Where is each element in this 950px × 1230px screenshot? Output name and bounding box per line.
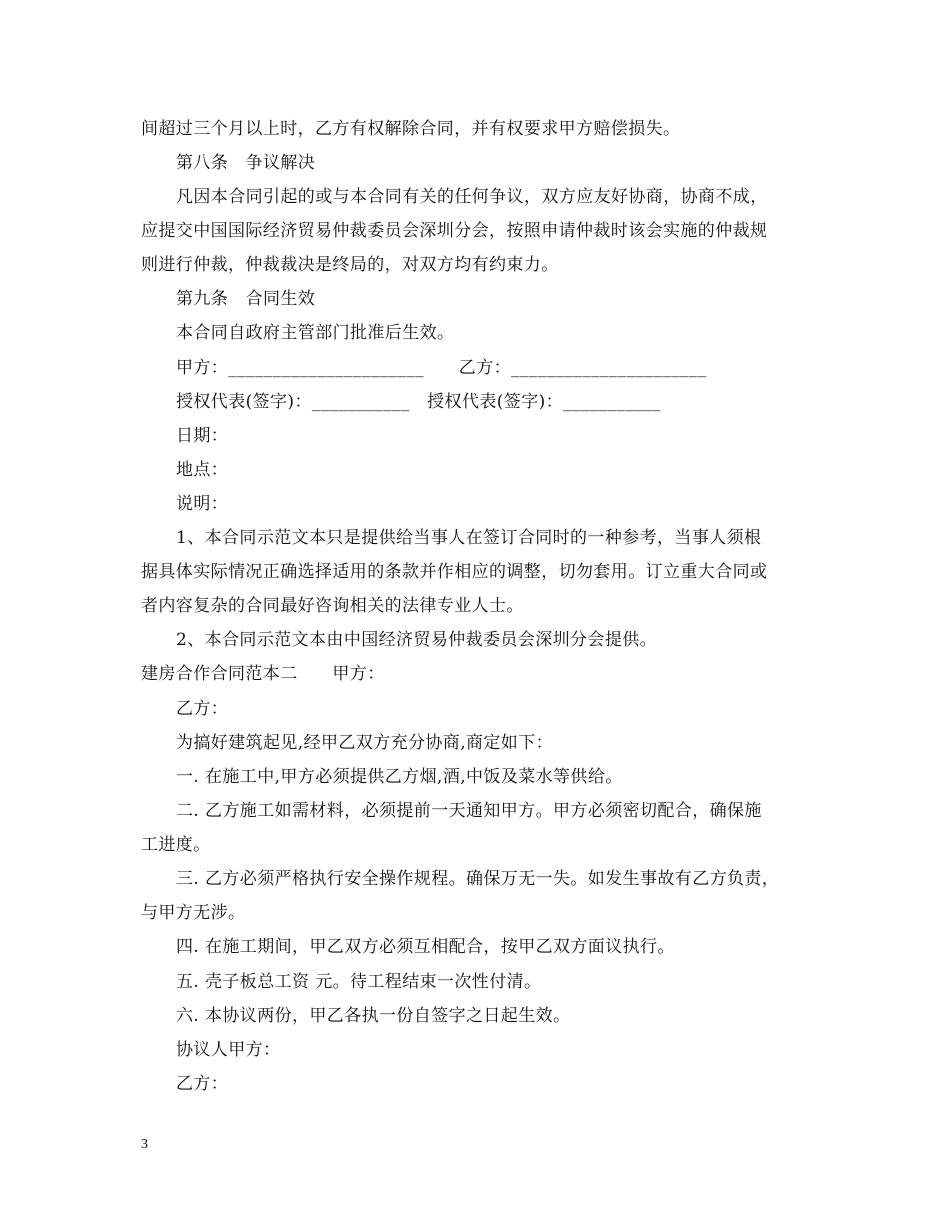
text-line: 凡因本合同引起的或与本合同有关的任何争议，双方应友好协商，协商不成，: [176, 187, 768, 207]
page-number: 3: [141, 1137, 148, 1152]
clause-line: 二. 乙方施工如需材料，必须提前一天通知甲方。甲方必须密切配合，确保施: [176, 801, 762, 821]
clause-line: 五. 壳子板总工资 元。待工程结束一次性付清。: [176, 972, 542, 992]
clause-line: 六. 本协议两份，甲乙各执一份自签字之日起生效。: [176, 1006, 571, 1026]
signature-party-line: 甲方：______________________ 乙方：______________________: [176, 358, 707, 378]
notes-heading: 说明：: [176, 494, 229, 514]
clause-line: 三. 乙方必须严格执行安全操作规程。确保万无一失。如发生事故有乙方负责，: [176, 869, 780, 889]
contract-title-line: 建房合作合同范本二 甲方：: [141, 664, 385, 684]
section-heading-9: 第九条 合同生效: [176, 289, 316, 309]
date-label: 日期：: [176, 426, 229, 446]
text-line: 应提交中国国际经济贸易仲裁委员会深圳分会，按照申请仲裁时该会实施的仲裁规: [141, 221, 768, 241]
signature-representative-line: 授权代表(签字)：___________ 授权代表(签字)：___________: [176, 392, 661, 412]
clause-line: 四. 在施工期间，甲乙双方必须互相配合，按甲乙双方面议执行。: [176, 937, 675, 957]
text-line: 2、本合同示范文本由中国经济贸易仲裁委员会深圳分会提供。: [176, 630, 658, 650]
text-line: 与甲方无涉。: [141, 903, 246, 923]
text-line: 1、本合同示范文本只是提供给当事人在签订合同时的一种参考，当事人须根: [176, 528, 762, 548]
text-line: 则进行仲裁，仲裁裁决是终局的，对双方均有约束力。: [141, 255, 559, 275]
section-heading-8: 第八条 争议解决: [176, 153, 316, 173]
text-line: 本合同自政府主管部门批准后生效。: [176, 323, 455, 343]
text-line: 据具体实际情况正确选择适用的条款并作相应的调整，切勿套用。订立重大合同或: [141, 562, 768, 582]
clause-line: 一. 在施工中,甲方必须提供乙方烟,酒,中饭及菜水等供给。: [176, 767, 623, 787]
text-line: 乙方：: [176, 699, 229, 719]
location-label: 地点：: [176, 460, 229, 480]
text-line: 间超过三个月以上时，乙方有权解除合同，并有权要求甲方赔偿损失。: [141, 119, 681, 139]
signatory-line: 协议人甲方：: [176, 1040, 281, 1060]
text-line: 工进度。: [141, 835, 211, 855]
signatory-line: 乙方：: [176, 1074, 229, 1094]
text-line: 者内容复杂的合同最好咨询相关的法律专业人士。: [141, 596, 524, 616]
text-line: 为搞好建筑起见,经甲乙双方充分协商,商定如下：: [176, 733, 554, 753]
